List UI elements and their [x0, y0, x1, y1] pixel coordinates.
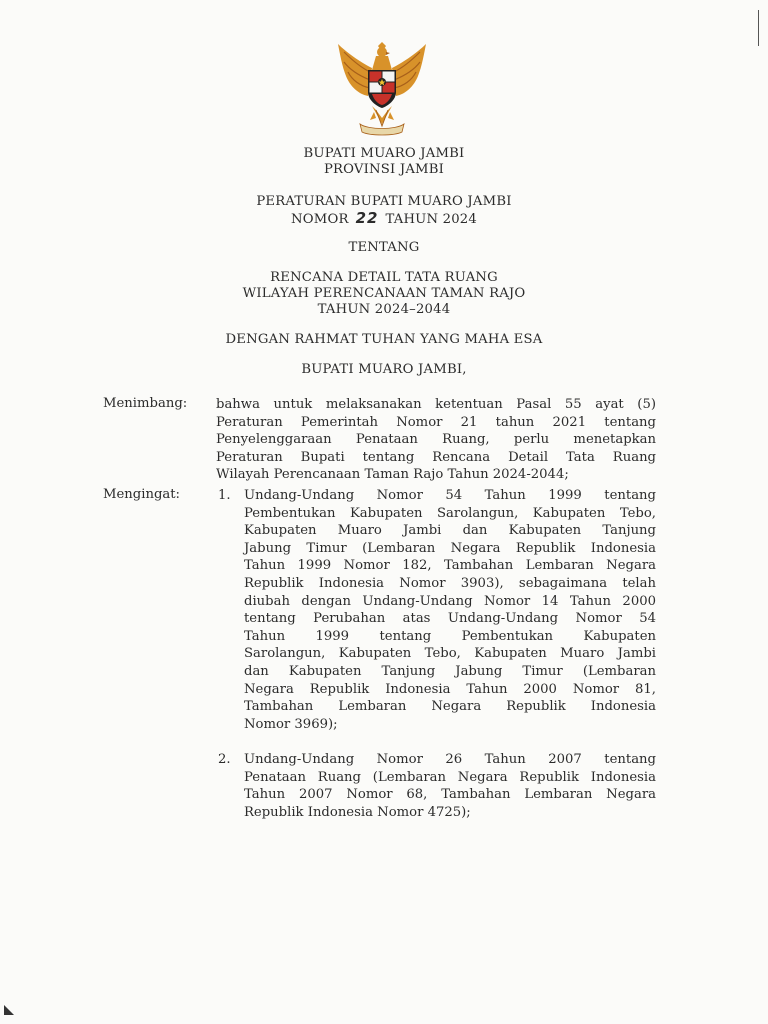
menimbang-line: Wilayah Perencanaan Taman Rajo Tahun 2024-2044; [216, 467, 569, 483]
blessing-line: DENGAN RAHMAT TUHAN YANG MAHA ESA [225, 332, 543, 347]
nomor-prefix: NOMOR [291, 212, 349, 227]
mengingat-line: Negara Republik Indonesia Tahun 2000 Nomor 81, [244, 681, 656, 697]
subject-block [0, 270, 768, 318]
mengingat-item-2 [244, 751, 656, 821]
mengingat-line: tentang Perubahan atas Undang-Undang Nomor 54 [244, 611, 656, 627]
mengingat-line: Penataan Ruang (Lembaran Negara Republik Indonesia [244, 769, 656, 785]
issuer-line: BUPATI MUARO JAMBI, [301, 362, 467, 377]
menimbang-paragraph [216, 396, 656, 484]
mengingat-line: Kabupaten Muaro Jambi dan Kabupaten Tanjung [244, 523, 656, 539]
tentang-heading: TENTANG [348, 240, 420, 255]
mengingat-item-number: 2. [218, 752, 231, 767]
subject-line-2: WILAYAH PERENCANAAN TAMAN RAJO [242, 286, 526, 301]
mengingat-line: Republik Indonesia Nomor 3903), sebagaimana telah [244, 575, 656, 591]
regulation-title-block [0, 194, 768, 228]
mengingat-item-number: 1. [218, 488, 231, 503]
mengingat-label: Mengingat: [103, 487, 181, 502]
subject-line-1: RENCANA DETAIL TATA RUANG [270, 270, 498, 285]
mengingat-line: Tahun 2007 Nomor 68, Tambahan Lembaran Negara [244, 787, 656, 803]
regulation-title: PERATURAN BUPATI MUARO JAMBI [256, 194, 512, 209]
mengingat-line: Tambahan Lembaran Negara Republik Indonesia [244, 699, 656, 715]
nomor-value: 22 [355, 209, 379, 227]
mengingat-line: Tahun 1999 Nomor 182, Tambahan Lembaran Negara [244, 558, 656, 574]
mengingat-item-1 [244, 487, 656, 733]
subject-line-3: TAHUN 2024–2044 [317, 302, 451, 317]
nomor-suffix: TAHUN 2024 [385, 212, 477, 227]
regulation-number-line [0, 210, 768, 228]
mengingat-line: diubah dengan Undang-Undang Nomor 14 Tahun 2000 [244, 593, 656, 609]
garuda-emblem-icon [332, 40, 432, 136]
mengingat-line: Sarolangun, Kabupaten Tebo, Kabupaten Muaro Jambi [244, 646, 656, 662]
menimbang-line: Peraturan Pemerintah Nomor 21 tahun 2021 tentang [216, 414, 656, 430]
mengingat-line: Undang-Undang Nomor 54 Tahun 1999 tentang [244, 488, 656, 503]
menimbang-line: bahwa untuk melaksanakan ketentuan Pasal 55 ayat (5) [216, 397, 656, 412]
mengingat-line: Undang-Undang Nomor 26 Tahun 2007 tentang [244, 752, 656, 767]
mengingat-line: dan Kabupaten Tanjung Jabung Timur (Lembaran [244, 663, 656, 679]
mengingat-line: Republik Indonesia Nomor 4725); [244, 804, 471, 820]
header-line-2: PROVINSI JAMBI [323, 162, 445, 177]
issuer-header [0, 146, 768, 178]
header-line-1: BUPATI MUARO JAMBI [303, 146, 465, 161]
menimbang-label: Menimbang: [103, 396, 188, 411]
menimbang-line: Peraturan Bupati tentang Rencana Detail Tata Ruang [216, 449, 656, 465]
menimbang-line: Penyelenggaraan Penataan Ruang, perlu menetapkan [216, 432, 656, 448]
mengingat-line: Nomor 3969); [244, 716, 338, 732]
mengingat-line: Pembentukan Kabupaten Sarolangun, Kabupaten Tebo, [244, 505, 656, 521]
scan-edge-mark [758, 10, 759, 46]
mengingat-line: Tahun 1999 tentang Pembentukan Kabupaten [244, 628, 656, 644]
mengingat-line: Jabung Timur (Lembaran Negara Republik Indonesia [244, 540, 656, 556]
scan-corner-mark [4, 1005, 14, 1015]
